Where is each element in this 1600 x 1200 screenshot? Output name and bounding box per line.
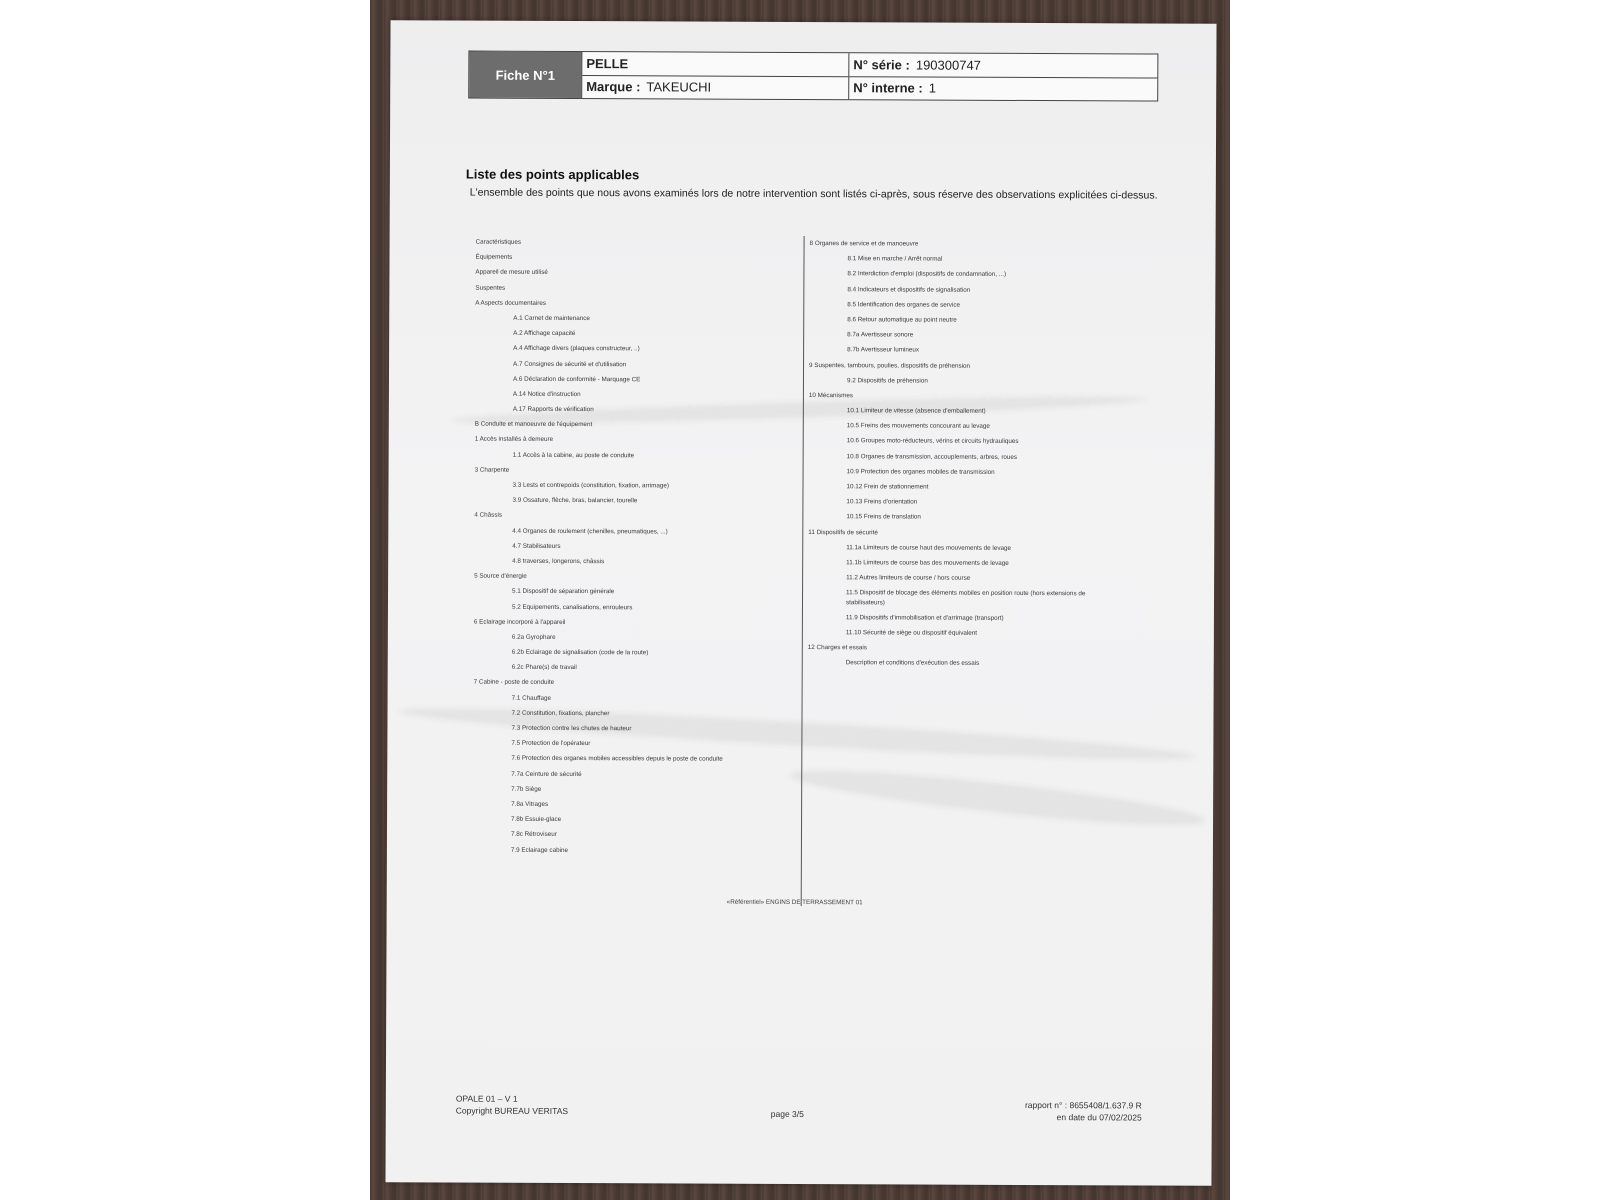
footer-report-number: rapport n° : 8655408/1.637.9 R: [1024, 1099, 1142, 1111]
footer-page-number: page 3/5: [770, 1108, 804, 1120]
sub-point-item: 10.5 Freins des mouvements concourant au levage: [846, 422, 990, 431]
serie-value: 190300747: [915, 57, 981, 73]
sub-point-item: 1.1 Accès à la cabine, au poste de conduite: [512, 451, 635, 459]
point-category: 9 Suspentes, tambours, poulies, dispositifs de préhension: [809, 361, 971, 370]
sub-point-item: A.4 Affichage divers (plaques constructeur, ..): [513, 345, 640, 353]
sub-point-item: 8.7a Avertisseur sonore: [847, 331, 914, 339]
sub-point-item: 7.1 Chauffage: [511, 694, 552, 702]
sub-point-item: 8.1 Mise en marche / Arrêt normal: [847, 255, 943, 263]
point-category: 6 Eclairage incorporé à l'appareil: [473, 618, 566, 626]
sub-point-item: A.6 Déclaration de conformité - Marquage CE: [512, 375, 641, 383]
sub-point-item: 5.2 Equipements, canalisations, enrouleurs: [511, 603, 633, 611]
sub-point-item: 11.2 Autres limiteurs de course / hors course: [846, 574, 971, 582]
footer-version: OPALE 01 – V 1: [455, 1093, 518, 1104]
sub-point-item: 4.7 Stabilisateurs: [512, 542, 561, 550]
sub-point-item: 6.2c Phare(s) de travail: [511, 663, 577, 672]
footer-report-date: en date du 07/02/2025: [1056, 1112, 1142, 1123]
footer-copyright: Copyright BUREAU VERITAS: [455, 1105, 569, 1116]
sub-point-item: 11.9 Dispositifs d'immobilisation et d'arrimage (transport): [845, 613, 1004, 622]
sub-point-item: 10.6 Groupes moto-réducteurs, vérins et circuits hydrauliques: [846, 437, 1019, 446]
point-category: A Aspects documentaires: [475, 299, 547, 307]
sub-point-item: 10.8 Organes de transmission, accouplements, arbres, roues: [846, 452, 1018, 461]
marque-value: TAKEUCHI: [646, 79, 712, 95]
interne-label: N° interne :: [853, 80, 923, 96]
sub-point-item: 3.9 Ossature, flèche, bras, balancier, tourelle: [512, 496, 638, 505]
sub-point-item: A.1 Carnet de maintenance: [513, 314, 590, 323]
sub-point-item: A.7 Consignes de sécurité et d'utilisation: [513, 360, 627, 368]
sub-point-item: 7.7a Ceinture de sécurité: [511, 770, 582, 778]
point-category: 8 Organes de service et de manoeuvre: [809, 240, 919, 248]
referentiel-reference: «Référentiel» ENGINS DE TERRASSEMENT 01: [726, 898, 863, 907]
sub-point-item: 8.5 Identification des organes de service: [847, 300, 961, 309]
equipment-header-table: [468, 51, 1158, 102]
sub-point-item: 6.2b Eclairage de signalisation (code de la route): [511, 648, 649, 657]
point-category: 11 Dispositifs de sécurité: [808, 528, 878, 536]
sub-point-item: 10.15 Freins de translation: [846, 513, 921, 521]
sub-point-item: 7.2 Constitution, fixations, plancher: [511, 709, 610, 717]
point-category: Équipements: [475, 253, 513, 261]
sub-point-item: 8.4 Indicateurs et dispositifs de signalisation: [847, 285, 971, 294]
point-category: 1 Accès installés à demeure: [474, 436, 554, 444]
sub-point-item: 11.10 Sécurité de siège ou dispositif équivalent: [845, 629, 978, 637]
sub-point-item: 7.5 Protection de l'opérateur: [511, 739, 591, 748]
fiche-number: Fiche N°1: [469, 52, 581, 98]
sub-point-item: 7.8b Essuie-glace: [511, 815, 562, 824]
sub-point-item: 6.2a Gyrophare: [511, 633, 556, 641]
equipment-number-cells: [848, 53, 1157, 100]
point-category: 12 Charges et essais: [807, 644, 867, 652]
point-category: 5 Source d'énergie: [474, 572, 527, 580]
point-category: 4 Châssis: [474, 511, 503, 520]
sub-point-item: 10.12 Frein de stationnement: [846, 483, 929, 491]
column-divider: [801, 236, 805, 906]
point-category: 7 Cabine - poste de conduite: [473, 679, 555, 687]
point-category: 10 Mécanismes: [808, 391, 854, 400]
sub-point-item: 10.13 Freins d'orientation: [846, 498, 918, 506]
point-category: 3 Charpente: [474, 466, 510, 474]
sub-point-item: 4.4 Organes de roulement (chenilles, pneumatiques, ...): [512, 527, 668, 535]
serie-label: N° série :: [853, 56, 910, 73]
right-points-list: [808, 236, 1087, 672]
sub-point-item: 10.9 Protection des organes mobiles de transmission: [846, 468, 995, 476]
point-category: B Conduite et manoeuvre de l'équipement: [474, 420, 593, 429]
sub-point-item: 7.3 Protection contre les chutes de hauteur: [511, 724, 632, 733]
sub-point-item: 8.2 Interdiction d'emploi (dispositifs de condamnation, ...): [847, 270, 1007, 279]
sub-point-item: 7.9 Eclairage cabine: [510, 846, 568, 854]
sub-point-item: 7.8a Vitrages: [511, 800, 549, 808]
sub-point-item: 11.5 Dispositif de blocage des éléments mobiles en position route (hors extensions de: [846, 589, 1086, 598]
equipment-type: PELLE: [586, 55, 629, 71]
sub-point-item: A.14 Notice d'instruction: [512, 390, 581, 398]
sub-point-item: 5.1 Dispositif de séparation générale: [512, 588, 615, 596]
section-title: Liste des points applicables: [465, 166, 640, 183]
sub-point-item: 8.7b Avertisseur lumineux: [847, 346, 920, 354]
left-points-list: [473, 235, 725, 859]
sub-point-item: stabilisateurs): [845, 598, 885, 606]
sub-point-item: 9.2 Dispositifs de préhension: [846, 376, 928, 385]
point-category: Suspentes: [475, 284, 506, 292]
sub-point-item: Description et conditions d'exécution des essais: [845, 659, 980, 668]
sub-point-item: 8.6 Retour automatique au point neutre: [847, 316, 957, 324]
marque-label: Marque :: [586, 79, 641, 95]
sub-point-item: 10.1 Limiteur de vitesse (absence d'emballement): [846, 407, 986, 415]
sub-point-item: 3.3 Lests et contrepoids (constitution, fixation, arrimage): [512, 481, 669, 490]
document-page: [385, 20, 1216, 1186]
sub-point-item: 11.1b Limiteurs de course bas des mouvements de levage: [846, 559, 1009, 567]
sub-point-item: 11.1a Limiteurs de course haut des mouvements de levage: [846, 543, 1012, 552]
intro-paragraph: L'ensemble des points que nous avons examinés lors de notre intervention sont listés ci-après, sous réserve des observations explicitées ci-dessus.: [469, 186, 1158, 202]
sub-point-item: 7.7b Siège: [511, 785, 542, 793]
point-category: Caractéristiques: [475, 238, 522, 246]
footer-left: [456, 1092, 568, 1116]
sub-point-item: 7.6 Protection des organes mobiles accessibles depuis le poste de conduite: [511, 755, 723, 764]
sub-point-item: 4.8 traverses, longerons, châssis: [512, 557, 605, 566]
equipment-identity-cells: [581, 52, 848, 99]
sub-point-item: A.2 Affichage capacité: [513, 329, 576, 338]
interne-value: 1: [928, 80, 936, 96]
sub-point-item: 7.8c Rétroviseur: [510, 831, 557, 839]
point-category: Appareil de mesure utilisé: [475, 268, 548, 277]
footer-right: [1025, 1099, 1142, 1124]
sub-point-item: A.17 Rapports de vérification: [512, 405, 594, 414]
